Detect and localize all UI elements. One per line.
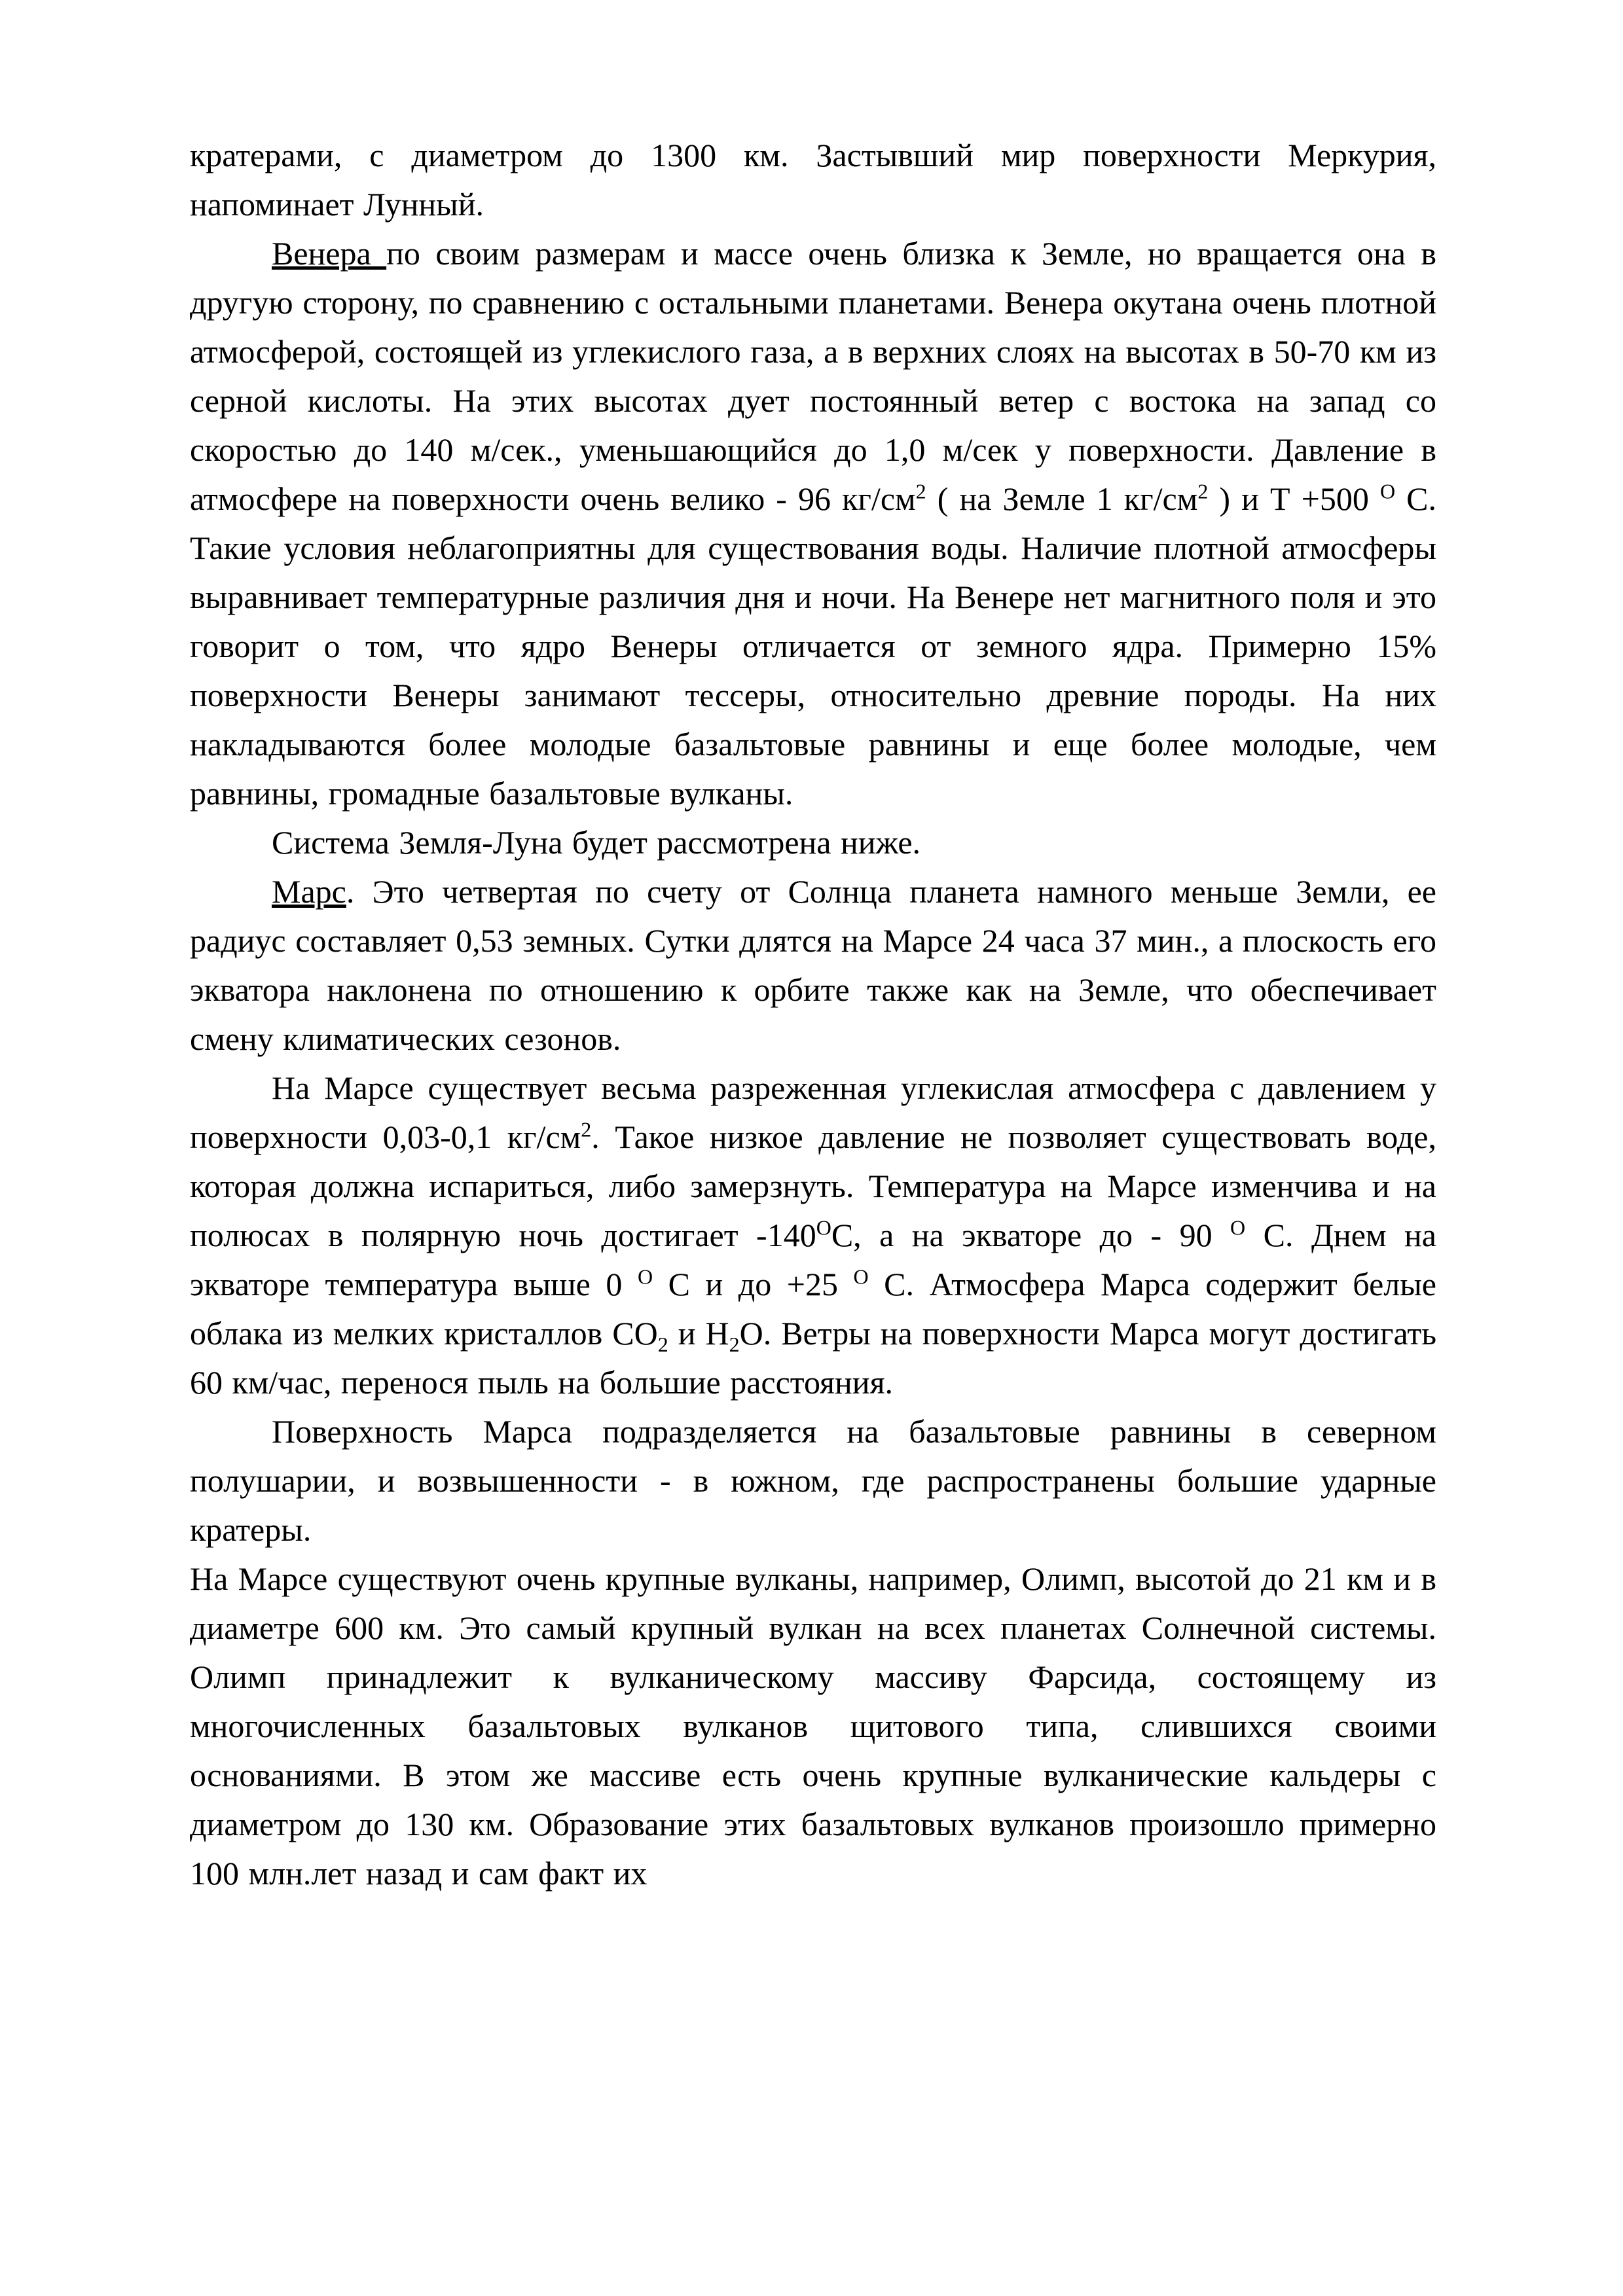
superscript-degree: О [816,1215,831,1240]
text-run: С. Атмосфера Марса содержит белые облака из мелких кристаллов СО [190,1266,1437,1352]
text-run: На Марсе существуют очень крупные вулканы, например, Олимп, высотой до 21 км и в диаметре 600 км. Это самый крупный вулкан на всех планетах Солнечной системы. Олимп принадлежит к вулканическому массиву Фарсида, состоящему из многочисленных базальтовых вулканов щитового типа, слившихся своими основаниями. В этом же массиве есть очень крупные вулканические кальдеры с диаметром до 130 км. Образование этих базальтовых вулканов произошло примерно 100 млн.лет назад и сам факт их [190,1560,1436,1892]
superscript: 2 [1197,479,1209,503]
text-run: С. Днем на экваторе температура выше 0 [190,1217,1436,1302]
subscript: 2 [729,1333,740,1356]
superscript: 2 [915,479,926,503]
paragraph-mercury-continuation [190,131,1436,229]
text-run: О. Ветры на поверхности Марса могут достигать 60 км/час, перенося пыль на большие расстояния. [190,1315,1436,1401]
superscript: 2 [581,1117,592,1141]
subscript: 2 [657,1333,668,1356]
text-run: и Н [668,1315,729,1352]
paragraph-mars-atmosphere [190,1064,1436,1407]
text-run: С, а на экваторе до - 90 [831,1217,1231,1253]
term-venus: Венера [272,235,387,272]
text-run: . Это четвертая по счету от Солнца планета намного меньше Земли, ее радиус составляет 0,53 земных. Сутки длятся на Марсе 24 часа 37 мин., а плоскость его экватора наклонена по отношению к орбите также как на Земле, что обеспечивает смену климатических сезонов. [190,873,1436,1057]
superscript-degree: О [1230,1215,1246,1240]
paragraph-mars-intro [190,867,1436,1064]
paragraph-mars-surface [190,1407,1436,1554]
text-run: На Марсе существует весьма разреженная углекислая атмосфера с давлением у поверхности 0,03-0,1 кг/см [190,1069,1436,1155]
text-run: ( на Земле 1 кг/см [926,480,1198,517]
text-run: С. Такие условия неблагоприятны для существования воды. Наличие плотной атмосферы выравнивает температурные различия дня и ночи. На Венере нет магнитного поля и это говорит о том, что ядро Венеры отличается от земного ядра. Примерно 15% поверхности Венеры занимают тессеры, относительно древние породы. На них накладываются более молодые базальтовые равнины и еще более молодые, чем равнины, громадные базальтовые вулканы. [190,480,1437,812]
text-run: Поверхность Марса подразделяется на базальтовые равнины в северном полушарии, и возвышенности - в южном, где распространены большие ударные кратеры. [190,1413,1436,1548]
text-run: ) и Т +500 [1208,480,1380,517]
paragraph-earth-moon [190,818,1436,867]
text-run: С и до +25 [653,1266,854,1302]
term-mars: Марс [272,873,346,910]
text-run: Система Земля-Луна будет рассмотрена ниже. [272,824,921,861]
text-run: . Такое низкое давление не позволяет существовать воде, которая должна испариться, либо замерзнуть. Температура на Марсе изменчива и на полюсах в полярную ночь достигает -140 [190,1119,1436,1253]
superscript-degree: О [1379,479,1396,503]
text-run: кратерами, с диаметром до 1300 км. Застывший мир поверхности Меркурия, напоминает Лунный. [190,137,1436,223]
superscript-degree: О [853,1265,869,1289]
text-run: по своим размерам и массе очень близка к Земле, но вращается она в другую сторону, по сравнению с остальными планетами. Венера окутана очень плотной атмосферой, состоящей из углекислого газа, а в верхних слоях на высотах в 50-70 км из серной кислоты. На этих высотах дует постоянный ветер с востока на запад со скоростью до 140 м/сек., уменьшающийся до 1,0 м/сек у поверхности. Давление в атмосфере на поверхности очень велико - 96 кг/см [190,235,1436,517]
superscript-degree: О [637,1265,653,1289]
paragraph-venus [190,229,1436,818]
paragraph-mars-volcanoes [190,1554,1436,1898]
